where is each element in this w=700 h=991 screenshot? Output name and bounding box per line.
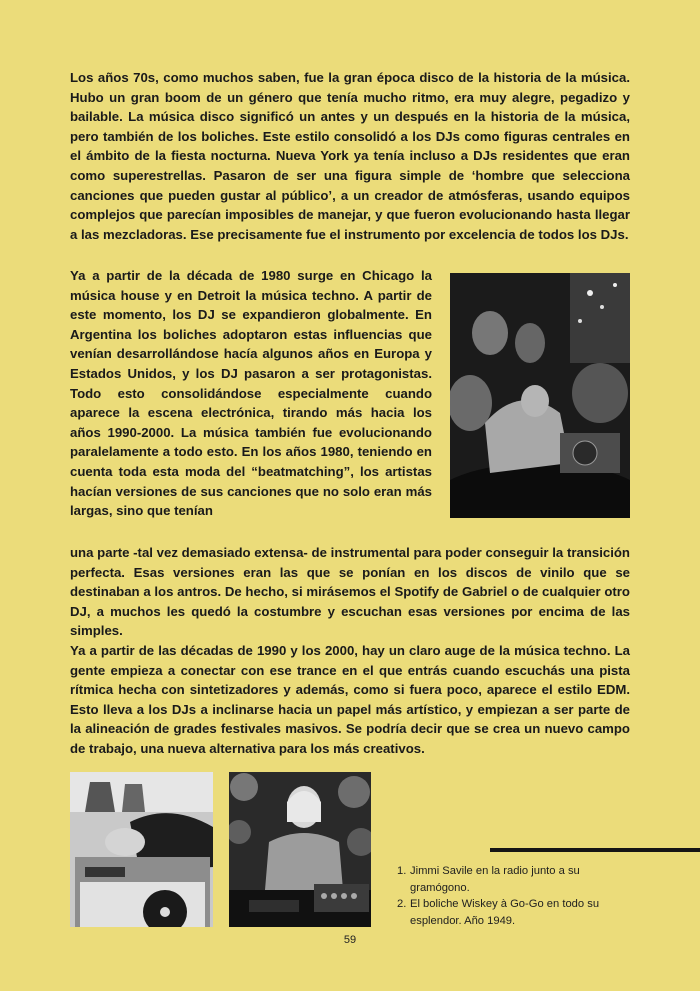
caption-item-2 <box>397 896 617 929</box>
caption-number: 2. <box>397 898 407 910</box>
caption-number: 1. <box>397 865 407 877</box>
body-paragraph-4: Ya a partir de las décadas de 1990 y los 2000, hay un claro auge de la música techno. La gente empieza a conectar con ese trance en el que entrás cuando escuchás una pista rítmica hecha con sintetizadores y además, como si fuera poco, aparece el estilo EDM. Esto lleva a los DJs a inclinarse hacia un papel más artístico, y empiezan a ser parte de la alineación de grades festivales masivos. Se podría decir que se crea un nuevo campo de trabajo, una nueva alternativa para los más creativos. <box>70 643 630 756</box>
club-dj-booth-photo <box>450 273 630 518</box>
caption-divider <box>490 848 700 852</box>
body-paragraph-1: Los años 70s, como muchos saben, fue la gran época disco de la historia de la música. Hubo un gran boom de un género que tenía mucho ritmo, era muy alegre, pegadizo y bailable. La música disco significó un antes y un después en la historia de la música, pero también de los boliches. Este estilo consolidó a los DJs como figuras centrales en el ámbito de la fiesta nocturna. Nueva York ya tenía incluso a DJs residentes que eran como superestrellas. Pasaron de ser una figura simple de ‘hombre que selecciona canciones que pueden gustar al público’, a un creador de atmósferas, usando equipos complejos que parecían imposibles de manejar, y que fueron evolucionando hasta llegar a las mezcladoras. Ese precisamente fue el instrumento por excelencia de todos los DJs. <box>70 70 630 242</box>
female-dj-photo <box>229 772 371 927</box>
caption-text: Jimmi Savile en la radio junto a su gramógono. <box>410 865 580 894</box>
caption-text: El boliche Wiskey à Go-Go en todo su esplendor. Año 1949. <box>410 898 600 927</box>
page-number: 59 <box>343 934 357 946</box>
caption-item-1 <box>397 863 617 896</box>
dj-turntable-photo <box>70 772 213 927</box>
body-paragraph-3: una parte -tal vez demasiado extensa- de instrumental para poder conseguir la transición perfecta. Esas versiones eran las que se ponían en los discos de vinilo que se destinaban a los antros. De hecho, si mirásemos el Spotify de Gabriel o de cualquier otro DJ, a muchos les quedó la costumbre y escuchan esas versiones por encima de las simples. <box>70 545 630 639</box>
body-paragraph-2: Ya a partir de la década de 1980 surge en Chicago la música house y en Detroit la música techno. A partir de este momento, los DJ se expandieron globalmente. En Argentina los boliches adoptaron estas influencias que venían desarrollándose hacía algunos años en Europa y Estados Unidos, y los DJ pasaron a ser protagonistas. Todo esto consolidándose especialmente cuando aparece la escena electrónica, tirando más hacia los años 1990-2000. La música también fue evolucionando paralelamente a todo esto. En los años 1980, teniendo en cuenta toda esta moda del “beatmatching”, los artistas hacían versiones de sus canciones que no solo eran más largas, sino que tenían <box>70 268 432 519</box>
caption-list <box>397 863 617 929</box>
